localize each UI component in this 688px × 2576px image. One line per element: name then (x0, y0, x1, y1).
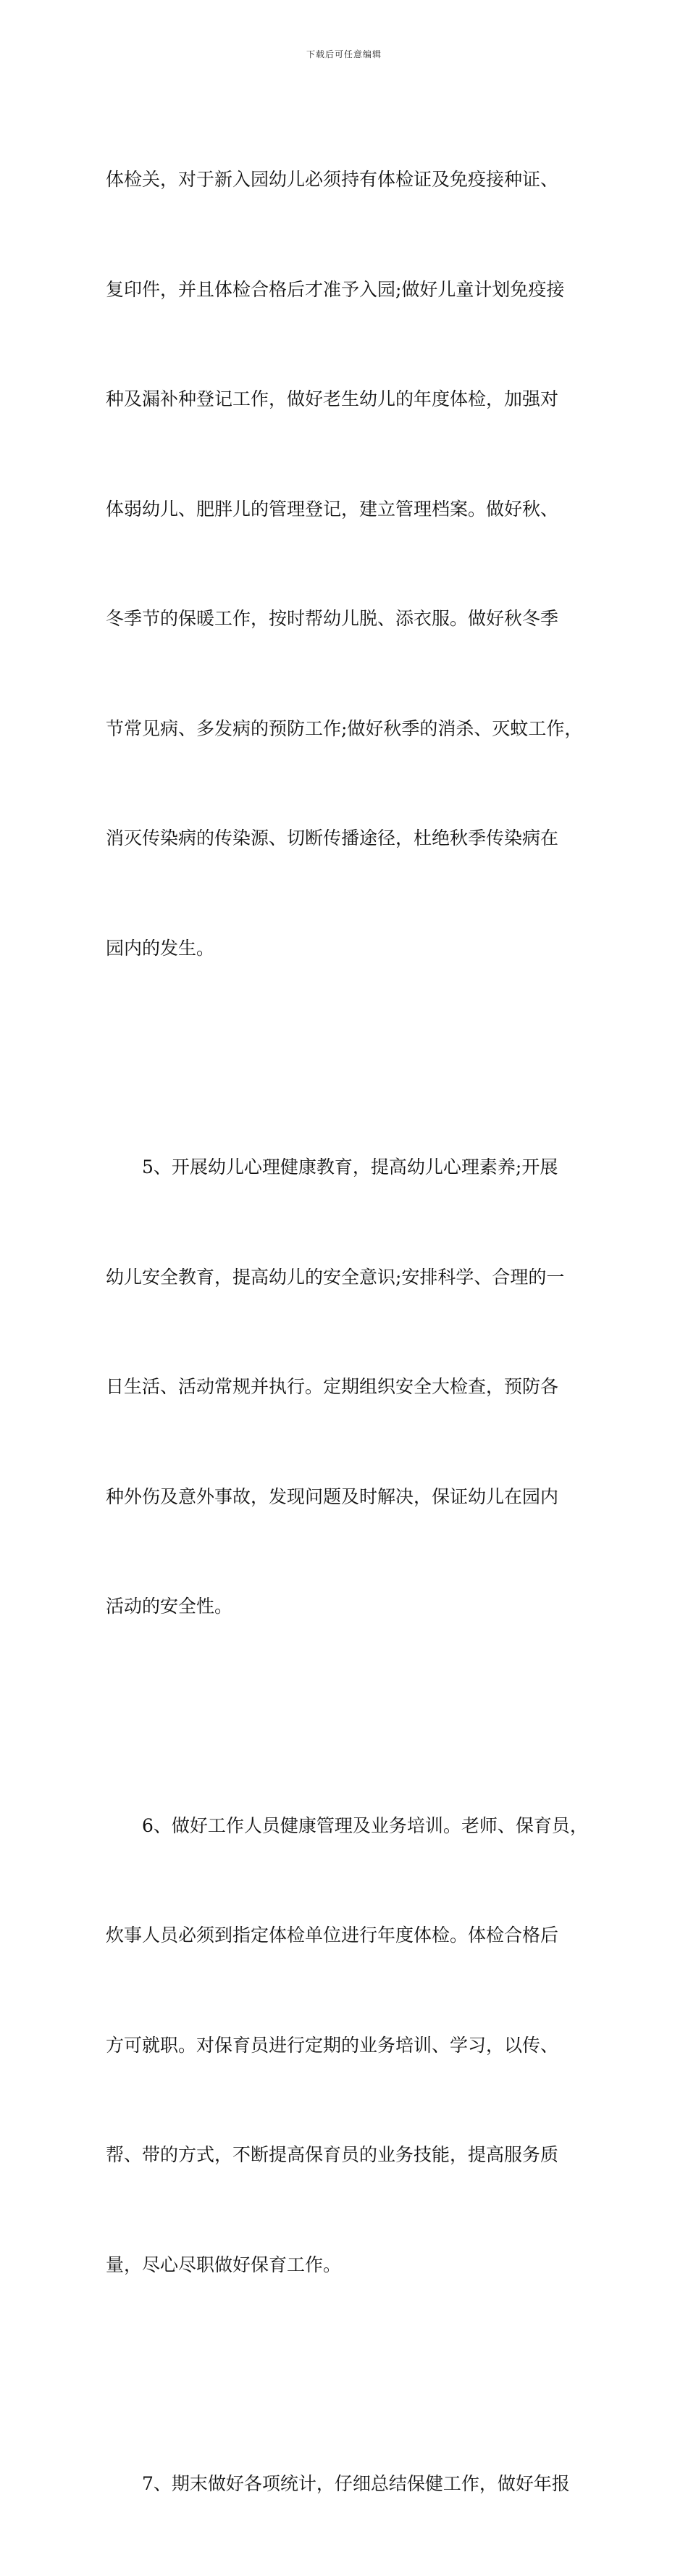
paragraph-health-check (106, 88, 590, 1040)
page-header-note: 下载后可任意编辑 (306, 49, 382, 59)
paragraph-gap (106, 1698, 590, 1735)
text-line: 消灭传染病的传染源、切断传播途径，杜绝秋季传染病在 (106, 828, 559, 849)
paragraph-gap (106, 2356, 590, 2393)
text-line: 体检关，对于新入园幼儿必须持有体检证及免疫接种证、 (106, 169, 559, 190)
text-line: 帮、带的方式，不断提高保育员的业务技能，提高服务质 (106, 2144, 559, 2165)
paragraph-gap (106, 1040, 590, 1076)
paragraph-item-6 (106, 1735, 590, 2357)
text-line: 5、开展幼儿心理健康教育，提高幼儿心理素养;开展 (106, 1156, 558, 1177)
text-line: 7、期末做好各项统计，仔细总结保健工作，做好年报 (106, 2473, 570, 2494)
text-line: 活动的安全性。 (106, 1596, 233, 1617)
text-line: 体弱幼儿、肥胖儿的管理登记，建立管理档案。做好秋、 (106, 498, 559, 520)
text-line: 日生活、活动常规并执行。定期组织安全大检查，预防各 (106, 1376, 559, 1397)
text-line: 园内的发生。 (106, 937, 215, 959)
text-line: 方可就职。对保育员进行定期的业务培训、学习，以传、 (106, 2034, 559, 2056)
text-line: 量，尽心尽职做好保育工作。 (106, 2254, 342, 2275)
text-line: 幼儿安全教育，提高幼儿的安全意识;安排科学、合理的一 (106, 1266, 565, 1288)
text-line: 种外伤及意外事故，发现问题及时解决，保证幼儿在园内 (106, 1485, 559, 1507)
text-line: 冬季节的保暖工作，按时帮幼儿脱、添衣服。做好秋冬季 (106, 608, 559, 629)
text-line: 节常见病、多发病的预防工作;做好秋季的消杀、灭蚊工作， (106, 717, 583, 739)
text-line: 炊事人员必须到指定体检单位进行年度体检。体检合格后 (106, 1925, 559, 1946)
text-line: 6、做好工作人员健康管理及业务培训。老师、保育员， (106, 1814, 588, 1836)
paragraph-item-7 (106, 2393, 590, 2576)
text-line: 种及漏补种登记工作，做好老生幼儿的年度体检，加强对 (106, 388, 559, 409)
paragraph-item-5 (106, 1076, 590, 1698)
text-line: 复印件，并且体检合格后才准予入园;做好儿童计划免疫接 (106, 278, 565, 300)
document-body (106, 88, 590, 2576)
